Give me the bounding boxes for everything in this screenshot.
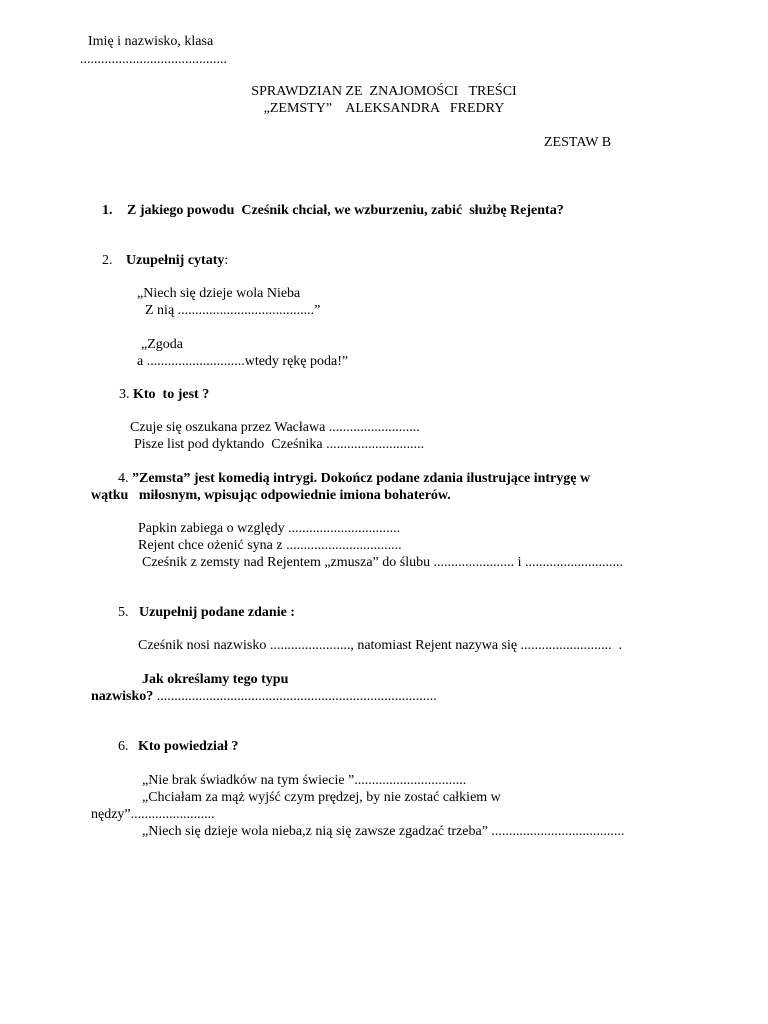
q2-quote1-line1: „Niech się dzieje wola Nieba [137, 286, 301, 301]
q3-number: 3. [119, 387, 130, 402]
q5-subquestion-line1: Jak określamy tego typu [142, 672, 289, 687]
set-label: ZESTAW B [544, 135, 612, 150]
q2-quote1-line2: Z nią .......................................” [145, 303, 321, 318]
q2-colon: : [224, 253, 229, 268]
q6-quote3: „Niech się dzieje wola nieba,z nią się zawsze zgadzać trzeba” ...................................... [142, 824, 625, 839]
q5-number: 5. [118, 605, 129, 620]
q5-subquestion-bold: nazwisko? [91, 689, 154, 704]
page-title-line1: SPRAWDZIAN ZE ZNAJOMOŚCI TREŚCI [251, 84, 517, 99]
q1-number: 1. [102, 203, 113, 218]
page-title-line2: „ZEMSTY” ALEKSANDRA FREDRY [263, 101, 505, 116]
q2-heading [126, 252, 228, 269]
q6-quote1: „Nie brak świadków na tym świecie ”................................ [142, 773, 467, 788]
q2-quote2-line1: „Zgoda [141, 337, 183, 352]
q5-label: Uzupełnij podane zdanie : [139, 605, 295, 620]
q6-label: Kto powiedział ? [138, 739, 239, 754]
q5-subquestion-dots: ................................................................................ [153, 689, 437, 704]
q3-label: Kto to jest ? [133, 387, 210, 402]
q5-sentence: Cześnik nosi nazwisko ......................., natomiast Rejent nazywa się .......................... . [138, 638, 623, 653]
q3-line2: Pisze list pod dyktando Cześnika ............................ [134, 437, 425, 452]
q2-label: Uzupełnij cytaty [126, 253, 225, 268]
q6-quote2-line2: nędzy”........................ [91, 807, 215, 822]
q5-subquestion-line2 [91, 688, 437, 705]
q4-line1: ”Zemsta” jest komedią intrygi. Dokończ podane zdania ilustrujące intrygę w [132, 471, 591, 486]
q3-line1: Czuje się oszukana przez Wacława .......................... [130, 420, 420, 435]
q4-number: 4. [118, 471, 129, 486]
q2-number: 2. [102, 253, 113, 268]
q6-number: 6. [118, 739, 129, 754]
q1-text: Z jakiego powodu Cześnik chciał, we wzburzeniu, zabić służbę Rejenta? [127, 203, 564, 218]
q4-item1: Papkin zabiega o względy ................................ [138, 521, 401, 536]
q2-quote2-line2: a ............................wtedy rękę poda!” [137, 354, 349, 369]
q4-line2: wątku miłosnym, wpisując odpowiednie imiona bohaterów. [91, 488, 451, 503]
q6-quote2-line1: „Chciałam za mąż wyjść czym prędzej, by nie zostać całkiem w [142, 790, 501, 805]
name-answer-line: .......................................... [80, 52, 227, 67]
q4-item2: Rejent chce ożenić syna z ................................. [138, 538, 402, 553]
q4-item3: Cześnik z zemsty nad Rejentem „zmusza” do ślubu ....................... i ............................ [142, 555, 623, 570]
name-label: Imię i nazwisko, klasa [88, 34, 214, 49]
